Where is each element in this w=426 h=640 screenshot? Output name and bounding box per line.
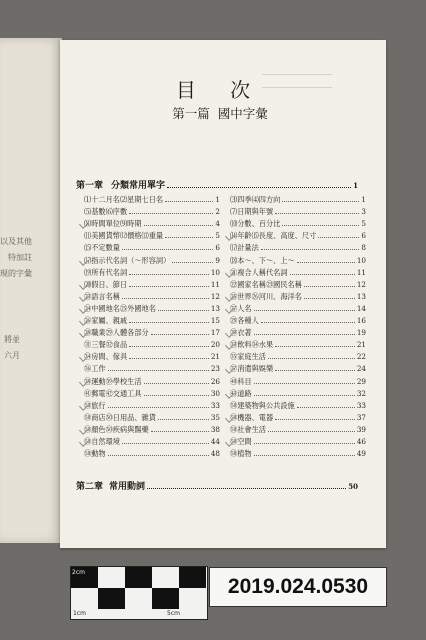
toc-entry-title: ⑽分數、百分比	[230, 219, 281, 229]
scale-cell	[98, 588, 125, 609]
toc-entry	[84, 413, 220, 423]
toc-entry-title: ⑾美國貨幣⑿價格⒀重量	[84, 231, 164, 241]
left-page-line: 六月	[4, 351, 20, 360]
toc-entry-title: ⒆所有代名詞	[84, 267, 128, 277]
toc-entry-title: ㊿自然環境	[84, 437, 120, 446]
toc-entry	[230, 219, 366, 229]
dot-leader	[254, 438, 355, 444]
toc-entry	[84, 364, 220, 374]
dot-leader	[108, 450, 209, 456]
dot-leader	[304, 281, 355, 287]
toc-entry-page: 13	[356, 291, 366, 301]
toc-entry-title: ㊲消遣與娛樂	[230, 364, 274, 374]
toc-entry-page: 1	[215, 195, 220, 204]
toc-entry-title: ㊿植物	[230, 449, 252, 459]
toc-entry	[84, 352, 220, 362]
toc-entry-title: ㊿商店㊿日用品、雜貨	[84, 412, 156, 422]
toc-entry-page: 17	[210, 328, 220, 338]
dot-leader	[318, 232, 359, 238]
toc-entry-title: ㉚衣著	[230, 328, 252, 338]
dot-leader	[268, 426, 355, 432]
page-title: 目 次	[175, 78, 265, 102]
toc-entry-page: 14	[356, 303, 366, 313]
dot-leader	[129, 341, 209, 347]
dot-leader	[261, 244, 360, 250]
toc-entry-title: ㊿社會生活	[230, 424, 266, 434]
toc-left-column	[84, 195, 220, 475]
dot-leader	[129, 281, 209, 287]
dot-leader	[261, 317, 355, 323]
chapter-label: 第一章	[76, 181, 104, 191]
toc-entry-page: 19	[356, 328, 366, 338]
toc-entry-page: 5	[361, 219, 366, 229]
dot-leader	[167, 181, 351, 188]
toc-entry-title: ㉟家庭生活	[230, 352, 266, 362]
toc-entry-title: ㉞房間、傢具	[84, 352, 128, 362]
toc-entry-title: ⒅本～、下～、上～	[230, 255, 295, 265]
toc-entry-page: 4	[215, 219, 220, 229]
toc-entry-page: 5	[215, 231, 220, 241]
toc-entry-title: ㉖家屬、親戚	[84, 316, 128, 325]
toc-entry	[84, 449, 220, 459]
part-number: 第一篇	[172, 106, 210, 121]
toc-entry	[84, 268, 220, 278]
toc-entry-page: 39	[356, 424, 366, 434]
toc-entry-title: ㉒國家名稱㉓國民名稱	[230, 279, 302, 289]
toc-entry-page: 13	[210, 303, 220, 313]
toc-entry-page: 37	[356, 412, 366, 422]
toc-entry-title: ㉘各種人	[230, 316, 259, 325]
dot-leader	[122, 244, 213, 250]
toc-entry-title: ㊿機器、電器	[230, 412, 274, 422]
toc-entry	[230, 352, 366, 362]
toc-entry-title: ㊿動物	[84, 449, 106, 459]
toc-entry-title: ㉕世界㉖河川、海洋名	[230, 291, 302, 301]
toc-entry-title: ㊿顏色㊿疾病與醫藥	[84, 424, 149, 434]
toc-entry-title: ㉔中國地名㉕外國地名	[84, 303, 156, 313]
toc-entry-page: 35	[210, 412, 220, 422]
toc-entry-page: 10	[210, 267, 220, 277]
toc-entry	[84, 389, 220, 399]
left-page-line: 將並	[4, 335, 20, 344]
toc-entry-title: ⒇假日、節日	[84, 279, 128, 289]
toc-entry-page: 29	[356, 376, 366, 386]
toc-entry	[84, 243, 220, 253]
chapter-name: 分類常用單字	[111, 181, 166, 191]
toc-entry-page: 12	[356, 279, 366, 289]
toc-entry-page: 1	[361, 195, 366, 204]
scale-bar	[70, 566, 208, 620]
toc-entry	[230, 340, 366, 350]
toc-entry	[230, 377, 366, 387]
toc-entry-page: 3	[361, 207, 366, 217]
toc-entry-page: 23	[210, 364, 220, 374]
scale-cell	[152, 588, 179, 609]
toc-entry	[230, 280, 366, 290]
toc-entry	[84, 328, 220, 338]
toc-entry	[84, 316, 220, 326]
toc-entry	[230, 207, 366, 217]
toc-entry-title: ㉝飲料㉞水果	[230, 340, 274, 350]
toc-entry-page: 12	[210, 291, 220, 301]
toc-entry	[84, 219, 220, 229]
toc-entry	[84, 256, 220, 266]
toc-entry	[230, 292, 366, 302]
dot-leader	[144, 220, 214, 226]
toc-entry-page: 15	[210, 316, 220, 325]
dot-leader	[129, 208, 213, 214]
toc-entry	[230, 425, 366, 435]
toc-entry-title: ㉑複合人稱代名詞	[230, 267, 288, 277]
left-page-line: 以及其他	[0, 237, 32, 246]
toc-entry-page: 10	[356, 255, 366, 265]
dot-leader	[290, 269, 355, 275]
left-page-line: 現的字彙	[0, 269, 32, 278]
left-page-line: 特加註	[8, 253, 32, 262]
dot-leader	[158, 305, 209, 311]
toc-entry	[230, 304, 366, 314]
dot-leader	[151, 329, 209, 335]
toc-entry	[84, 280, 220, 290]
scale-cell	[125, 567, 152, 588]
toc-entry-page: 2	[215, 207, 220, 217]
toc-entry-title: ㊵科目	[230, 376, 252, 386]
toc-entry-page: 21	[210, 352, 220, 362]
toc-entry-page: 8	[361, 243, 366, 253]
toc-entry-page: 6	[361, 231, 366, 241]
toc-entry-page: 24	[356, 364, 366, 374]
dot-leader	[129, 353, 209, 359]
toc-entry-title: ⑶四季⑷四方向	[230, 195, 281, 204]
toc-entry-page: 38	[210, 424, 220, 434]
toc-entry	[84, 207, 220, 217]
toc-entry-page: 33	[356, 400, 366, 410]
toc-entry	[230, 413, 366, 423]
dot-leader	[108, 365, 209, 371]
toc-entry	[230, 449, 366, 459]
dot-leader	[151, 426, 209, 432]
toc-entry-title: ⒁年齡⒂長度、高度、尺寸	[230, 231, 317, 241]
dot-leader	[297, 257, 355, 263]
toc-entry-title: ⒄計量法	[230, 243, 259, 253]
toc-entry	[84, 340, 220, 350]
toc-entry	[230, 328, 366, 338]
toc-right-column	[230, 195, 366, 475]
dot-leader	[158, 414, 209, 420]
toc-entry-page: 30	[210, 388, 220, 398]
dot-leader	[122, 293, 209, 299]
toc-entry-title: ㊶郵電㊷交通工具	[84, 388, 142, 398]
toc-entry-title: ㉗人名	[230, 303, 252, 313]
scale-label: 2cm	[72, 569, 85, 576]
dot-leader	[147, 482, 346, 489]
toc-entry	[230, 268, 366, 278]
dot-leader	[172, 257, 213, 263]
dot-leader	[275, 414, 355, 420]
chapter-label: 第二章	[76, 482, 104, 492]
dot-leader	[254, 378, 355, 384]
dot-leader	[297, 402, 355, 408]
dot-leader	[254, 450, 355, 456]
toc-entry	[84, 292, 220, 302]
chapter-name: 常用動詞	[109, 482, 146, 492]
toc-entry-page: 48	[210, 449, 220, 459]
toc-entry-page: 32	[356, 388, 366, 398]
dot-leader	[129, 269, 209, 275]
dot-leader	[254, 390, 355, 396]
toc-entry	[230, 243, 366, 253]
toc-entry	[84, 437, 220, 447]
dot-leader	[165, 232, 213, 238]
toc-entry-title: ㊿旅行	[84, 400, 106, 410]
toc-entry-title: ㊳運動㊴學校生活	[84, 376, 142, 386]
dot-leader	[165, 196, 213, 202]
toc-entry-page: 11	[356, 267, 366, 277]
part-name: 國中字彙	[217, 106, 268, 121]
toc-entry-page: 44	[210, 437, 220, 446]
toc-entry	[230, 256, 366, 266]
toc-entry-title: ⒂不定數量	[84, 243, 120, 253]
dot-leader	[254, 305, 355, 311]
dot-leader	[108, 402, 209, 408]
toc-entry-title: ㊸道路	[230, 388, 252, 398]
toc-entry	[230, 437, 366, 447]
toc-entry-page: 46	[356, 437, 366, 446]
toc-entry-title: ㊱工作	[84, 364, 106, 374]
toc-entry-title: ⑴十二月名⑵星期七日名	[84, 195, 164, 204]
toc-entry-title: ㊿建築物與公共設施	[230, 400, 295, 410]
toc-entry-title: ⒄指示代名詞（～形容詞）	[84, 255, 171, 265]
toc-entry	[84, 377, 220, 387]
toc-entry	[230, 364, 366, 374]
chapter-page: 50	[348, 482, 358, 491]
toc-entry-title: ㊿空間	[230, 437, 252, 446]
toc-entry-page: 22	[356, 352, 366, 362]
toc-entry-page: 11	[210, 279, 220, 289]
dot-leader	[268, 353, 355, 359]
dot-leader	[254, 329, 355, 335]
left-page	[0, 38, 62, 543]
dot-leader	[129, 317, 209, 323]
toc-entry	[230, 231, 366, 241]
dot-leader	[282, 196, 359, 202]
toc-entry	[230, 316, 366, 326]
toc-entry	[84, 231, 220, 241]
toc-entry-page: 16	[356, 316, 366, 325]
dot-leader	[304, 293, 355, 299]
scale-label: 1cm	[73, 610, 86, 617]
toc-entry	[230, 389, 366, 399]
toc-entry-title: ㉓語言名稱	[84, 291, 120, 301]
toc-entry-title: ⑻時間單位⑼時期	[84, 219, 142, 229]
chapter-page: 1	[353, 181, 358, 190]
dot-leader	[275, 365, 355, 371]
toc-entry-page: 6	[215, 243, 220, 253]
toc-entry-page: 21	[356, 340, 366, 350]
toc-entry-title: ㉘職業㉙人體各部分	[84, 328, 149, 338]
dot-leader	[144, 390, 209, 396]
toc-entry-page: 9	[215, 255, 220, 265]
dot-leader	[122, 438, 209, 444]
dot-leader	[282, 220, 359, 226]
chapter-heading	[76, 479, 358, 492]
chapter-heading	[76, 178, 358, 191]
toc-entry-page: 33	[210, 400, 220, 410]
toc-entry	[84, 401, 220, 411]
dot-leader	[275, 341, 355, 347]
toc-entry	[230, 195, 366, 205]
dot-leader	[275, 208, 359, 214]
toc-entry-title: ⑸基數⑹序數	[84, 207, 128, 217]
part-heading	[120, 104, 320, 122]
accession-number: 2019.024.0530	[209, 567, 387, 607]
scale-label: 5cm	[167, 610, 180, 617]
dot-leader	[144, 378, 209, 384]
toc-entry-page: 20	[210, 340, 220, 350]
toc-entry	[84, 425, 220, 435]
toc-entry	[84, 304, 220, 314]
toc-entry	[84, 195, 220, 205]
toc-entry-title: ㉛三餐㉜食品	[84, 340, 128, 350]
toc-entry-page: 49	[356, 449, 366, 459]
toc-entry-page: 26	[210, 376, 220, 386]
toc-entry-title: ⑺日期與年號	[230, 207, 274, 217]
toc-entry	[230, 401, 366, 411]
scale-cell	[179, 567, 206, 588]
